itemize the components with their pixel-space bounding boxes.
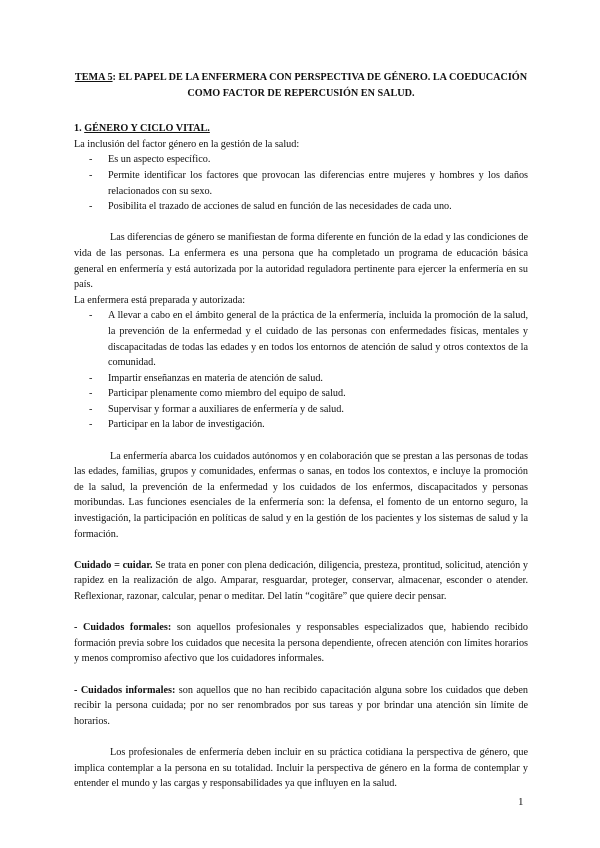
list-item: - Posibilita el trazado de acciones de salud en función de las necesidades de cada uno.	[74, 199, 528, 215]
paragraph-informales	[74, 683, 528, 730]
factor-list	[74, 152, 528, 214]
paragraph-formales	[74, 620, 528, 667]
section-heading	[74, 121, 528, 137]
paragraph-profesionales: Los profesionales de enfermería deben incluir en su práctica cotidiana la perspectiva de género, que implica contemplar a la persona en su totalidad. Incluir la perspectiva de género en la forma de contemplar y entender el mundo y las cargas y responsabilidades ya que influyen en la salud.	[74, 746, 528, 790]
term-formales: Cuidados formales:	[83, 622, 172, 634]
list-item: - A llevar a cabo en el ámbito general de la práctica de la enfermería, incluida la promoción de la salud, la prevención de la enfermedad y el cuidado de las personas con enfermedades físicas, mentales y discapacitadas de todas las edades y en todos los entornos de atención de salud y otros contextos de la comunidad.	[74, 308, 528, 370]
definition-formales: son aquellos profesionales y responsables especializados que, habiendo recibido formación previa sobre los cuidados que necesita la persona dependiente, ofrecen atención con límites horarios y menos compromiso afectivo que los cuidadores informales.	[74, 622, 528, 665]
intro-paragraph-2: La enfermera está preparada y autorizada:	[74, 294, 246, 306]
term-cuidado: Cuidado = cuidar.	[74, 559, 153, 571]
list-item: - Participar en la labor de investigación.	[74, 417, 528, 433]
definition-informales: son aquellos que no han recibido capacitación alguna sobre los cuidados que deben recibir la persona cuidada; por no ser renombrados por sus tareas y por brindar una atención sin límite de horarios.	[74, 684, 528, 727]
paragraph-abarca: La enfermería abarca los cuidados autónomos y en colaboración que se prestan a las personas de todas las edades, familias, grupos y comunidades, enfermas o sanas, en todos los contextos, e incluye la promoción de la salud, la prevención de la enfermedad y los cuidados de los enfermos, discapacitados y personas moribundas. Las funciones esenciales de la enfermería son: la defensa, el fomento de un entorno seguro, la investigación, la participación en políticas de salud y en la gestión de los pacientes y los sistemas de salud y la formación.	[74, 450, 528, 540]
paragraph-diferencias: Las diferencias de género se manifiestan de forma diferente en función de la edad y las condiciones de vida de las personas. La enfermera es una persona que ha completado un programa de educación básica general en enfermería y está autorizada por la autoridad reguladora pertinente para ejercer la enfermería en su país.	[74, 232, 528, 291]
page-number: 1	[518, 796, 524, 808]
document-title	[74, 70, 528, 101]
list-item: - Es un aspecto específico.	[74, 152, 528, 168]
paragraph-cuidado	[74, 558, 528, 605]
list-item: - Permite identificar los factores que provocan las diferencias entre mujeres y hombres y los daños relacionados con su sexo.	[74, 168, 528, 199]
intro-paragraph: La inclusión del factor género en la gestión de la salud:	[74, 138, 300, 150]
title-label: TEMA 5	[74, 72, 113, 83]
nurse-list	[74, 308, 528, 433]
term-informales: Cuidados informales:	[80, 684, 176, 696]
title-text: : EL PAPEL DE LA ENFERMERA CON PERSPECTIVA DE GÉNERO. LA COEDUCACIÓN COMO FACTOR DE REPERCUSIÓN EN SALUD.	[112, 72, 528, 99]
section-number: 1.	[74, 123, 82, 135]
list-item: - Supervisar y formar a auxiliares de enfermería y de salud.	[74, 402, 528, 418]
document-page	[74, 70, 528, 792]
definition-cuidado: Se trata en poner con plena dedicación, diligencia, presteza, prontitud, solicitud, atención y rapidez en la realización de algo. Amparar, resguardar, proteger, conservar, almacenar, esconder o atender. Reflexionar, razonar, calcular, penar o meditar. Del latín “cogitāre” que quiere decir pensar.	[74, 559, 528, 602]
dash: -	[74, 622, 83, 634]
dash: -	[74, 684, 81, 696]
list-item: - Participar plenamente como miembro del equipo de salud.	[74, 386, 528, 402]
list-item: - Impartir enseñanzas en materia de atención de salud.	[74, 371, 528, 387]
section-title: GÉNERO Y CICLO VITAL.	[84, 123, 210, 135]
